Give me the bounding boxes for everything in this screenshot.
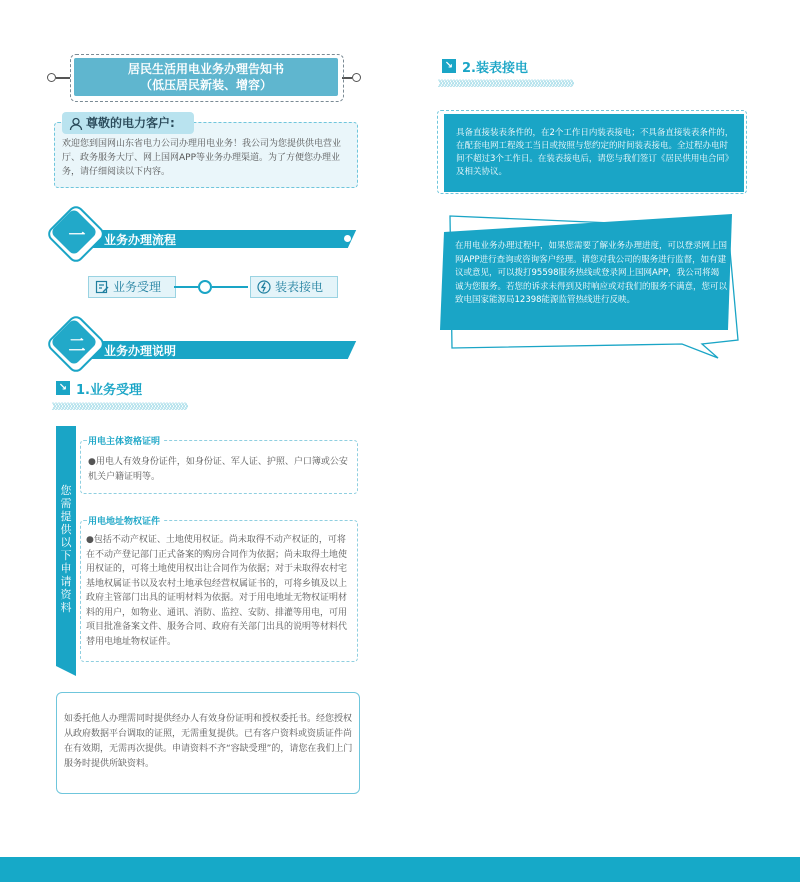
requirement-identity-title: 用电主体资格证明 bbox=[88, 434, 164, 447]
title-line-2: （低压居民新装、增容） bbox=[139, 78, 272, 92]
step-install-label: 装表接电 bbox=[275, 280, 324, 294]
section1-number: 一 bbox=[68, 226, 86, 246]
arrow-down-right-icon: ↘ bbox=[56, 381, 70, 395]
power-icon bbox=[257, 280, 271, 300]
arrow-down-right-icon: ↘ bbox=[442, 59, 456, 73]
section1-bar-dot bbox=[344, 235, 351, 242]
title-left-connector bbox=[56, 77, 70, 79]
title-right-knob bbox=[352, 73, 361, 82]
step-accept-label: 业务受理 bbox=[113, 280, 162, 294]
requirement-property-text: ●包括不动产权证、土地使用权证。尚未取得不动产权证的，可将在不动产登记部门正式备案的购房合同作为依据；尚未取得土地使用权证的，可将土地使用权出让合同作为依据；对于未取得农村宅基地权属证书以及农村土地承包经营权属证书的，可将乡镇及以上政府主管部门出具的证明材料为依据。对于用电地址无物权证明材料的用户，如物业、通讯、消防、监控、安防、排灌等用电，可用项目批准备案文件、服务合同、政府有关部门出具的说明等材料代替用电地址物权证件。 bbox=[86, 535, 348, 647]
greeting-text: 欢迎您到国网山东省电力公司办理用电业务！我公司为您提供供电营业厅、政务服务大厅、网上国网APP等业务办理渠道。为了方便您办理业务，请仔细阅读以下内容。 bbox=[62, 139, 342, 177]
requirement-property-title: 用电地址物权证件 bbox=[88, 514, 164, 527]
title-left-knob bbox=[47, 73, 56, 82]
note-text: 如委托他人办理需同时提供经办人有效身份证明和授权委托书。经您授权从政府数据平台调取的证照，无需重复提供。已有客户资料或资质证件尚在有效期，无需再次提供。申请资料不齐“容缺受理”的，请您在我们上门服务时提供所缺资料。 bbox=[64, 714, 353, 769]
step-accept bbox=[88, 276, 176, 298]
process-connector-node bbox=[198, 280, 212, 294]
section2-number: 二 bbox=[68, 336, 86, 356]
sub1-chevron-rule: 》》》》》》》》》》》》》》》》》》》》》》》》》》》》》》》》》》》》》》》》》》》》》 bbox=[52, 402, 191, 411]
greeting-label-text: 尊敬的电力客户: bbox=[86, 116, 175, 130]
requirement-identity-text: ●用电人有效身份证件，如身份证、军人证、护照、户口簿或公安机关户籍证明等。 bbox=[88, 457, 348, 482]
process-connector-right bbox=[212, 286, 248, 288]
greeting-label bbox=[62, 112, 194, 134]
title-line-1: 居民生活用电业务办理告知书 bbox=[127, 62, 284, 76]
section1-title: 业务办理流程 bbox=[104, 233, 177, 247]
install-text: 具备直接装表条件的，在2个工作日内装表接电；不具备直接装表条件的，在配套电网工程竣工当日或按照与您约定的时间装表接电。全过程办电时间不超过3个工作日。在装表接电后，请您与我们签订《居民供用电合同》及相关协议。 bbox=[456, 128, 734, 177]
bubble-text: 在用电业务办理过程中，如果您需要了解业务办理进度，可以登录网上国网APP进行查询或咨询客户经理。请您对我公司的服务进行监督，如有建议或意见，可以拨打95598服务热线或登录网上国网APP，我公司将竭诚为您服务。若您的诉求未得到及时响应或对我们的服务不满意，您可以致电国家能源局12398能源监管热线进行反映。 bbox=[455, 241, 728, 305]
user-icon bbox=[69, 116, 83, 138]
requirements-side-tail bbox=[56, 666, 76, 676]
process-connector-left bbox=[174, 286, 198, 288]
sub2-chevron-rule: 》》》》》》》》》》》》》》》》》》》》》》》》》》》》》》》》》》》》》》》》》》》》》 bbox=[438, 79, 577, 88]
sub1-title: 1.业务受理 bbox=[76, 383, 142, 398]
section2-title: 业务办理说明 bbox=[104, 344, 177, 358]
sub2-title: 2.装表接电 bbox=[462, 61, 528, 76]
page-title bbox=[74, 58, 338, 96]
requirements-side-label: 您需提供以下申请资料 bbox=[60, 484, 72, 614]
form-icon bbox=[95, 280, 109, 300]
footer-bar bbox=[0, 857, 800, 882]
step-install bbox=[250, 276, 338, 298]
